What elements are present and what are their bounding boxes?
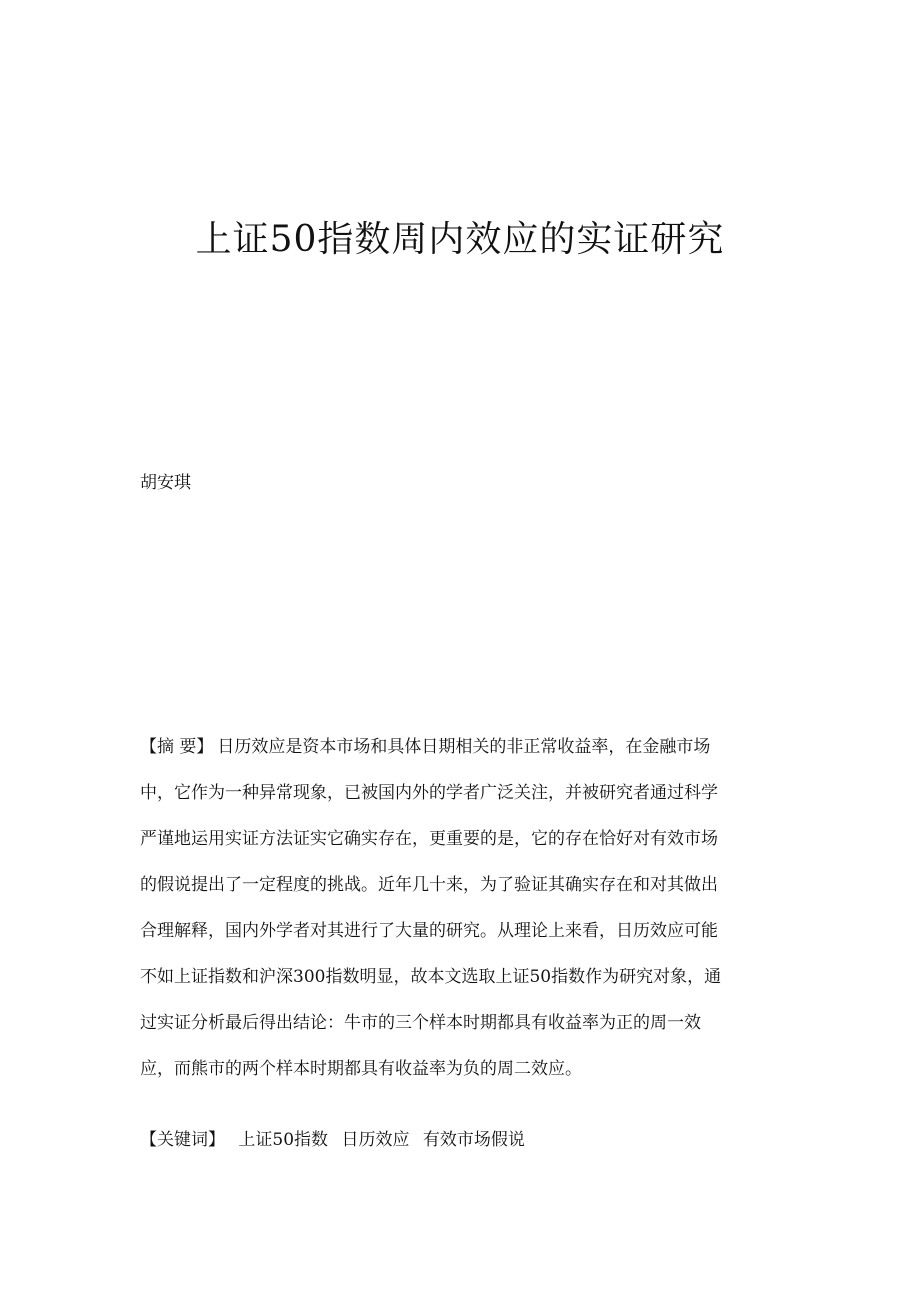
abstract-line: 合理解释，国内外学者对其进行了大量的研究。从理论上来看，日历效应可能	[140, 921, 718, 941]
author-name: 胡安琪	[140, 473, 191, 493]
abstract-text: 日历效应是资本市场和具体日期相关的非正常收益率，在金融市场	[217, 737, 711, 757]
abstract-line: 的假说提出了一定程度的挑战。近年几十来，为了验证其确实存在和对其做出	[140, 875, 718, 895]
abstract-line: 过实证分析最后得出结论：牛市的三个样本时期都具有收益率为正的周一效	[140, 1013, 701, 1033]
keyword-item: 日历效应	[341, 1130, 410, 1150]
abstract-line: 不如上证指数和沪深300指数明显，故本文选取上证50指数作为研究对象，通	[140, 967, 722, 987]
keywords-section	[140, 1125, 533, 1155]
keyword-item: 上证50指数	[238, 1130, 329, 1150]
abstract-line	[140, 732, 785, 778]
keyword-item: 有效市场假说	[422, 1130, 525, 1150]
abstract-section	[140, 732, 785, 1100]
keywords-label: 【关键词】	[140, 1130, 225, 1150]
abstract-line: 严谨地运用实证方法证实它确实存在，更重要的是，它的存在恰好对有效市场	[140, 829, 718, 849]
abstract-label: 【摘 要】	[140, 737, 214, 757]
paper-title: 上证50指数周内效应的实证研究	[195, 219, 725, 260]
abstract-line: 中，它作为一种异常现象，已被国内外的学者广泛关注，并被研究者通过科学	[140, 783, 718, 803]
abstract-line: 应，而熊市的两个样本时期都具有收益率为负的周二效应。	[140, 1059, 582, 1079]
